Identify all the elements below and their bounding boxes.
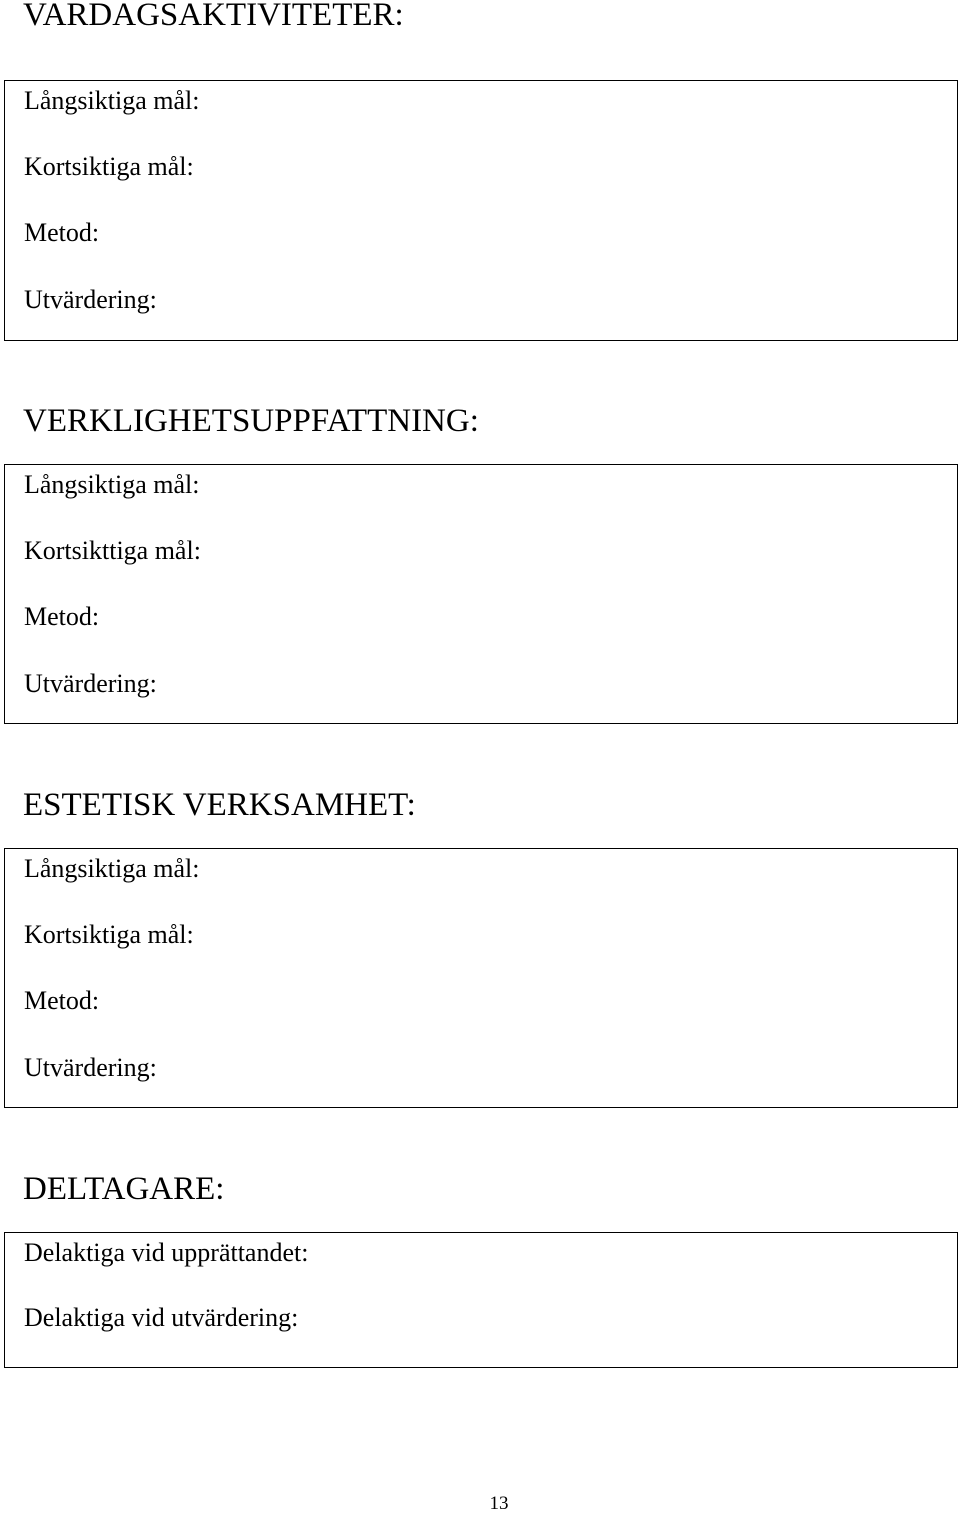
section-box-verklighetsuppfattning <box>4 464 958 724</box>
field-label-kortsiktiga-mal: Kortsiktiga mål: <box>24 920 194 949</box>
section-heading-estetisk-verksamhet: ESTETISK VERKSAMHET: <box>23 787 416 823</box>
field-label-langsiktiga-mal: Långsiktiga mål: <box>24 470 200 499</box>
field-label-metod: Metod: <box>24 218 100 247</box>
field-label-utvardering: Utvärdering: <box>24 669 157 698</box>
field-label-delaktiga-vid-upprattandet: Delaktiga vid upprättandet: <box>24 1238 309 1267</box>
section-heading-deltagare: DELTAGARE: <box>23 1171 225 1207</box>
field-label-langsiktiga-mal: Långsiktiga mål: <box>24 854 200 883</box>
section-box-estetisk-verksamhet <box>4 848 958 1108</box>
field-label-utvardering: Utvärdering: <box>24 285 157 314</box>
field-label-metod: Metod: <box>24 602 100 631</box>
section-heading-vardagsaktiviteter: VARDAGSAKTIVITETER: <box>23 0 404 33</box>
field-label-kortsiktiga-mal: Kortsiktiga mål: <box>24 152 194 181</box>
field-label-utvardering: Utvärdering: <box>24 1053 157 1082</box>
field-label-langsiktiga-mal: Långsiktiga mål: <box>24 86 200 115</box>
section-heading-verklighetsuppfattning: VERKLIGHETSUPPFATTNING: <box>23 403 479 439</box>
field-label-delaktiga-vid-utvardering: Delaktiga vid utvärdering: <box>24 1303 299 1332</box>
field-label-kortsiktiga-mal: Kortsikttiga mål: <box>24 536 201 565</box>
field-label-metod: Metod: <box>24 986 100 1015</box>
section-box-deltagare <box>4 1232 958 1368</box>
page-number: 13 <box>489 1493 509 1514</box>
section-box-vardagsaktiviteter <box>4 80 958 341</box>
